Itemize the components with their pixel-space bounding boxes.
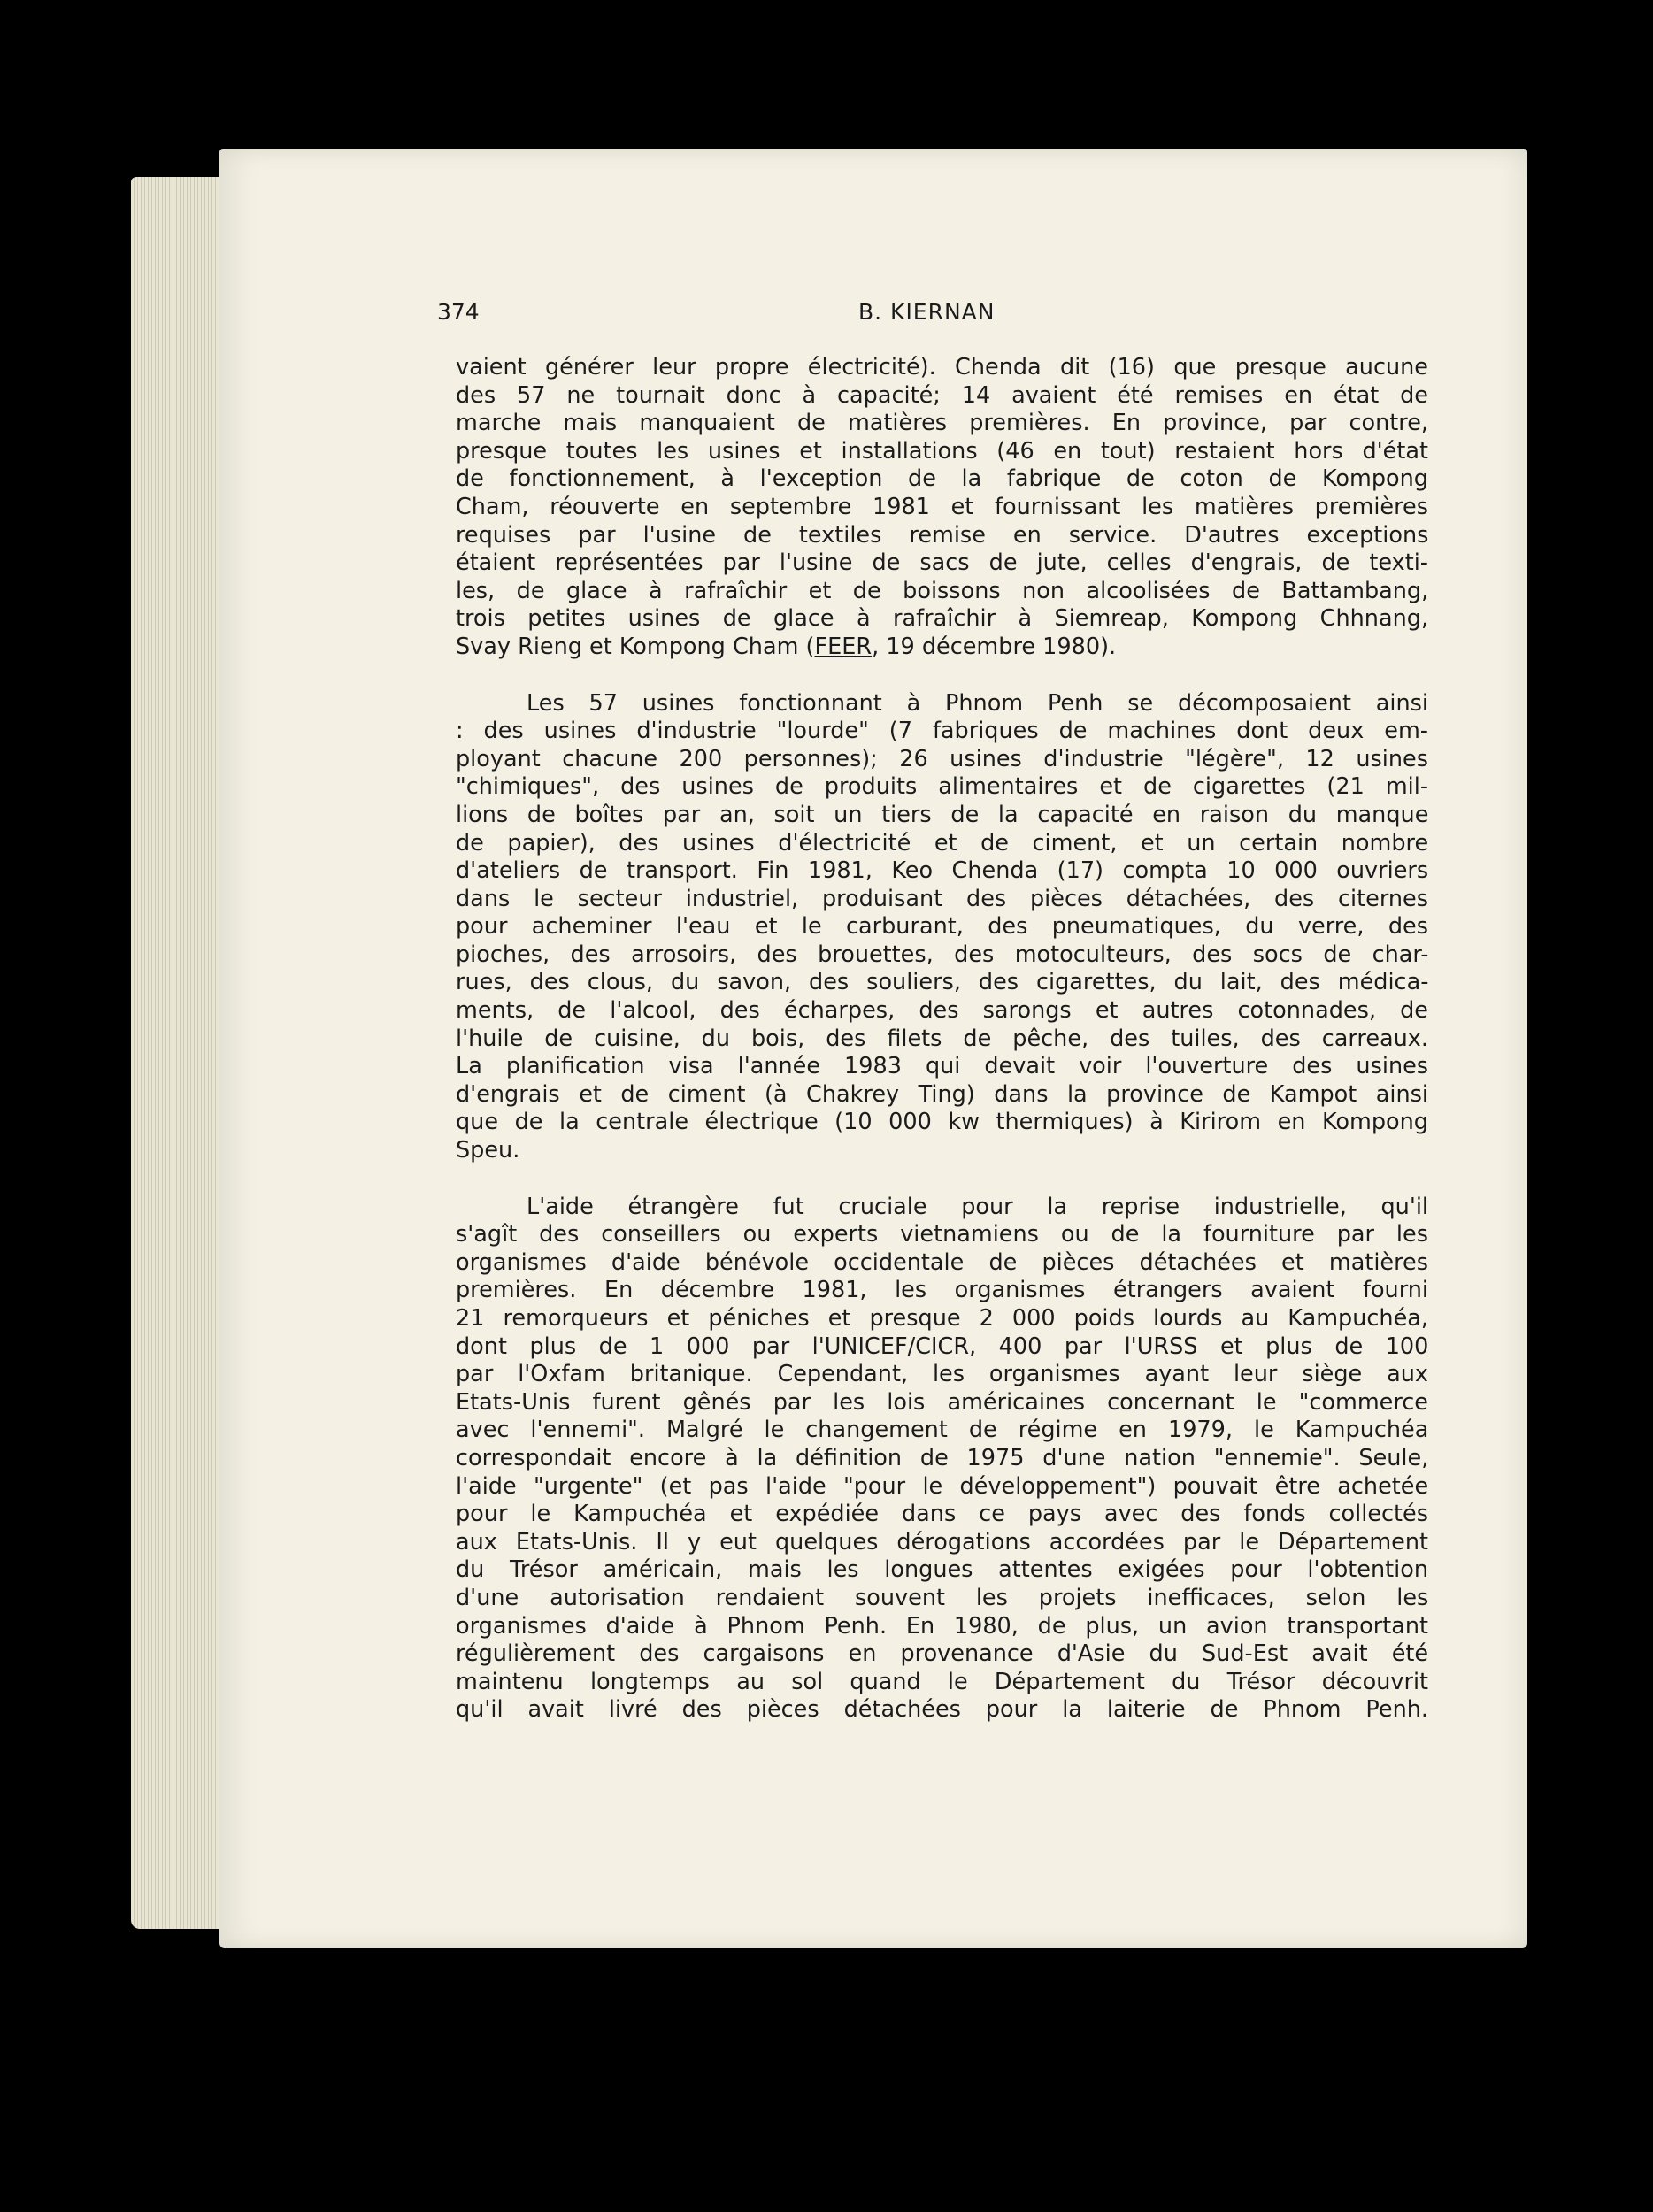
body-text xyxy=(456,354,1428,1724)
text-line: requises par l'usine de textiles remise en service. D'autres exceptions xyxy=(456,521,1429,549)
paragraph-3 xyxy=(456,1194,1428,1724)
text-line: que de la centrale électrique (10 000 kw thermiques) à Kirirom en Kompong xyxy=(456,1109,1428,1136)
page-number: 374 xyxy=(437,299,480,325)
text-line: presque toutes les usines et installations (46 en tout) restaient hors d'état xyxy=(456,437,1428,465)
text-line: Les 57 usines fonctionnant à Phnom Penh se décomposaient ainsi xyxy=(527,689,1428,717)
text-line: ployant chacune 200 personnes); 26 usines d'industrie "légère", 12 usines xyxy=(456,745,1428,772)
text-line: premières. En décembre 1981, les organismes étrangers avaient fourni xyxy=(456,1277,1428,1304)
text-line: de fonctionnement, à l'exception de la fabrique de coton de Kompong xyxy=(456,465,1428,493)
text-line: du Trésor américain, mais les longues attentes exigées pour l'obtention xyxy=(456,1556,1428,1584)
text-line: aux Etats-Unis. Il y eut quelques dérogations accordées par le Département xyxy=(456,1528,1429,1555)
citation-prefix: Svay Rieng et Kompong Cham ( xyxy=(456,633,815,660)
text-line: 21 remorqueurs et péniches et presque 2 000 poids lourds au Kampuchéa, xyxy=(456,1305,1428,1332)
text-line: s'agît des conseillers ou experts vietnamiens ou de la fourniture par les xyxy=(456,1221,1428,1248)
text-line: lions de boîtes par an, soit un tiers de la capacité en raison du manque xyxy=(456,801,1429,828)
text-line: ments, de l'alcool, des écharpes, des sarongs et autres cotonnades, de xyxy=(456,997,1428,1025)
text-line: trois petites usines de glace à rafraîchir à Siemreap, Kompong Chhnang, xyxy=(456,605,1429,633)
text-line-citation xyxy=(456,634,1428,662)
text-line: correspondait encore à la définition de 1975 d'une nation "ennemie". Seule, xyxy=(456,1444,1429,1471)
text-line: l'aide "urgente" (et pas l'aide "pour le développement") pouvait être achetée xyxy=(456,1472,1429,1500)
text-line: qu'il avait livré des pièces détachées pour la laiterie de Phnom Penh. xyxy=(456,1696,1428,1724)
text-line: La planification visa l'année 1983 qui devait voir l'ouverture des usines xyxy=(456,1053,1429,1080)
text-line: Speu. xyxy=(456,1137,520,1164)
text-line: rues, des clous, du savon, des souliers, des cigarettes, du lait, des médica- xyxy=(456,969,1429,996)
text-line: des 57 ne tournait donc à capacité; 14 avaient été remises en état de xyxy=(456,381,1428,409)
paragraph-1 xyxy=(456,354,1428,662)
text-line: étaient représentées par l'usine de sacs de jute, celles d'engrais, de texti- xyxy=(456,549,1428,577)
running-head-author: B. KIERNAN xyxy=(858,299,996,325)
text-line: régulièrement des cargaisons en provenance d'Asie du Sud-Est avait été xyxy=(456,1640,1429,1668)
text-line: d'une autorisation rendaient souvent les projets inefficaces, selon les xyxy=(456,1584,1429,1611)
text-line: organismes d'aide bénévole occidentale de pièces détachées et matières xyxy=(456,1248,1428,1276)
text-line: Etats-Unis furent gênés par les lois américaines concernant le "commerce xyxy=(456,1388,1428,1416)
text-line: L'aide étrangère fut cruciale pour la reprise industrielle, qu'il xyxy=(527,1193,1428,1220)
running-head xyxy=(437,299,1428,334)
page-edges-left xyxy=(131,177,228,1929)
text-line: organismes d'aide à Phnom Penh. En 1980, de plus, un avion transportant xyxy=(456,1612,1428,1640)
citation-suffix: , 19 décembre 1980). xyxy=(872,633,1117,660)
text-line: l'huile de cuisine, du bois, des filets de pêche, des tuiles, des carreaux. xyxy=(456,1025,1428,1052)
citation-source: FEER xyxy=(814,633,873,660)
text-line: pour acheminer l'eau et le carburant, des pneumatiques, du verre, des xyxy=(456,913,1428,941)
text-line: par l'Oxfam britanique. Cependant, les organismes ayant leur siège aux xyxy=(456,1361,1428,1388)
paragraph-2 xyxy=(456,690,1428,1165)
text-line: les, de glace à rafraîchir et de boissons non alcoolisées de Battambang, xyxy=(456,577,1429,604)
text-line: pour le Kampuchéa et expédiée dans ce pays avec des fonds collectés xyxy=(456,1501,1428,1528)
text-line: pioches, des arrosoirs, des brouettes, des motoculteurs, des socs de char- xyxy=(456,941,1429,968)
text-line: vaient générer leur propre électricité). Chenda dit (16) que presque aucune xyxy=(456,354,1428,380)
text-line: d'engrais et de ciment (à Chakrey Ting) dans la province de Kampot ainsi xyxy=(456,1080,1428,1108)
text-line: Cham, réouverte en septembre 1981 et fournissant les matières premières xyxy=(456,493,1428,520)
text-line: "chimiques", des usines de produits alimentaires et de cigarettes (21 mil- xyxy=(456,773,1429,801)
text-line: dont plus de 1 000 par l'UNICEF/CICR, 400 par l'URSS et plus de 100 xyxy=(456,1333,1429,1360)
text-line: de papier), des usines d'électricité et de ciment, et un certain nombre xyxy=(456,829,1429,856)
text-line: maintenu longtemps au sol quand le Département du Trésor découvrit xyxy=(456,1668,1429,1695)
text-line: marche mais manquaient de matières premières. En province, par contre, xyxy=(456,410,1428,437)
text-line: dans le secteur industriel, produisant des pièces détachées, des citernes xyxy=(456,885,1428,912)
text-line: : des usines d'industrie "lourde" (7 fabriques de machines dont deux em- xyxy=(456,718,1428,745)
text-line: avec l'ennemi". Malgré le changement de régime en 1979, le Kampuchéa xyxy=(456,1417,1429,1444)
text-line: d'ateliers de transport. Fin 1981, Keo Chenda (17) compta 10 000 ouvriers xyxy=(456,857,1429,885)
